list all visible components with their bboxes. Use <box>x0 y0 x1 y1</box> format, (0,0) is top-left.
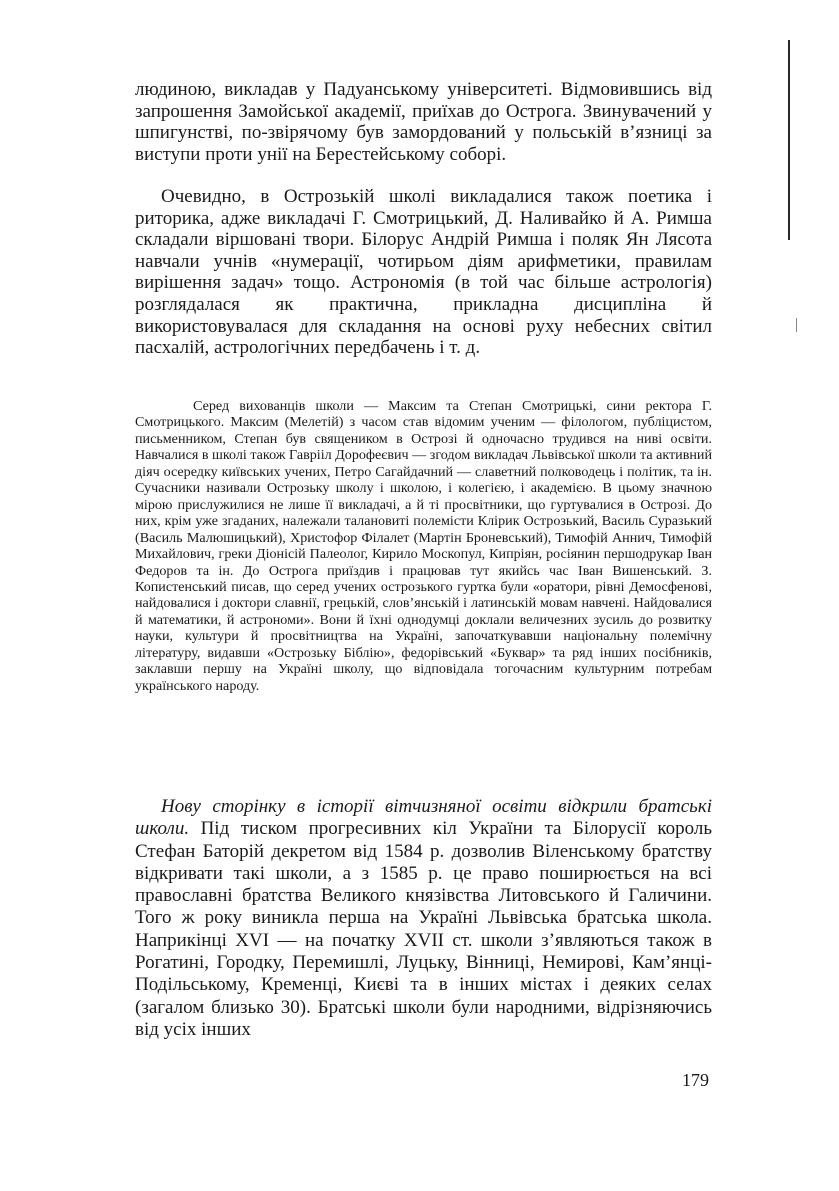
paragraph-brotherhood-schools <box>135 796 712 1041</box>
paragraph-text: людиною, викладав у Падуанському університеті. Відмовившись від запрошення Замойської академії, приїхав до Острога. Звинувачений у шпигунстві, по-звірячому був замордований у польській в’язниці за виступи проти унії на Берестейському соборі. <box>135 79 712 165</box>
paragraph-text <box>135 796 712 1041</box>
italic-lead-sentence: Нову сторінку в історії вітчизняної освіти відкрили братські школи. <box>135 796 712 840</box>
paragraph-rest: Під тиском прогресивних кіл України та Білорусії король Стефан Баторій декретом від 1584 р. дозволив Віленському братству відкривати такі школи, а з 1585 р. це право поширюється на всі православні братства Великого князівства Литовського й Галичини. Того ж року виникла перша на Україні Львівська братська школа. Наприкінці XVI — на початку XVII ст. школи з’являються також в Рогатині, Городку, Перемишлі, Луцьку, Вінниці, Немирові, Кам’янці-Подільському, Кременці, Києві та в інших містах і деяких селах (загалом близько 30). Братські школи були народними, відрізняючись від усіх інших <box>135 818 712 1040</box>
paragraph-text: Очевидно, в Острозькій школі викладалися також поетика і риторика, адже викладачі Г. Смотрицький, Д. Наливайко й А. Римша складали віршовані твори. Білорус Андрій Римша і поляк Ян Лясота навчали учнів «нумерації, чотирьом діям арифметики, правилам вирішення задач» тощо. Астрономія (в той час більше астрологія) розглядалася як практична, прикладна дисципліна й використовувалася для складання на основі руху небесних світил пасхалій, астрологічних передбачень і т. д. <box>135 186 712 359</box>
margin-rule <box>788 40 790 240</box>
margin-mark <box>796 318 797 332</box>
page-number: 179 <box>682 1070 709 1090</box>
small-print-paragraph <box>135 398 712 694</box>
paragraph-poetics <box>135 186 712 359</box>
paragraph-text: Серед вихованців школи — Максим та Степан Смотрицькі, сини ректора Г. Смотрицького. Максим (Мелетій) з часом став відомим ученим — філологом, публіцистом, письменником, Степан був священиком в Острозі й одночасно трудився на ниві освіти. Навчалися в школі також Гаврііл Дорофеєвич — згодом викладач Львівської школи та активний діяч осередку київських учених, Петро Сагайдачний — славетний полководець і політик, та ін. Сучасники називали Острозьку школу і школою, і колегією, і академією. В цьому значною мірою прислужилися не лише її викладачі, а й ті просвітники, що гуртувалися в Острозі. До них, крім уже згаданих, належали талановиті полемісти Клірик Острозький, Василь Суразький (Василь Малюшицький), Христофор Філалет (Мартін Броневський), Тимофій Аннич, Тимофій Михайлович, греки Діонісій Палеолог, Кирило Москопул, Кипріян, росіянин першодрукар Іван Федоров та ін. До Острога приїздив і працював тут якийсь час Іван Вишенський. З. Копистенський писав, що серед учених острозького гуртка були «оратори, рівні Демосфенові, найдовалися і доктори славнії, грецькій, слов’янській і латинській мовам навчені. Найдовалися й математики, й астрономи». Вони й їхні однодумці доклали величезних зусиль до розвитку науки, культури й просвітництва на Україні, започаткувавши національну полемічну літературу, видавши «Острозьку Біблію», федорівський «Буквар» та ряд інших посібників, заклавши першу на Україні школу, що відповідала тогочасним культурним потребам українського народу. <box>135 398 713 694</box>
paragraph-continuation <box>135 79 712 165</box>
